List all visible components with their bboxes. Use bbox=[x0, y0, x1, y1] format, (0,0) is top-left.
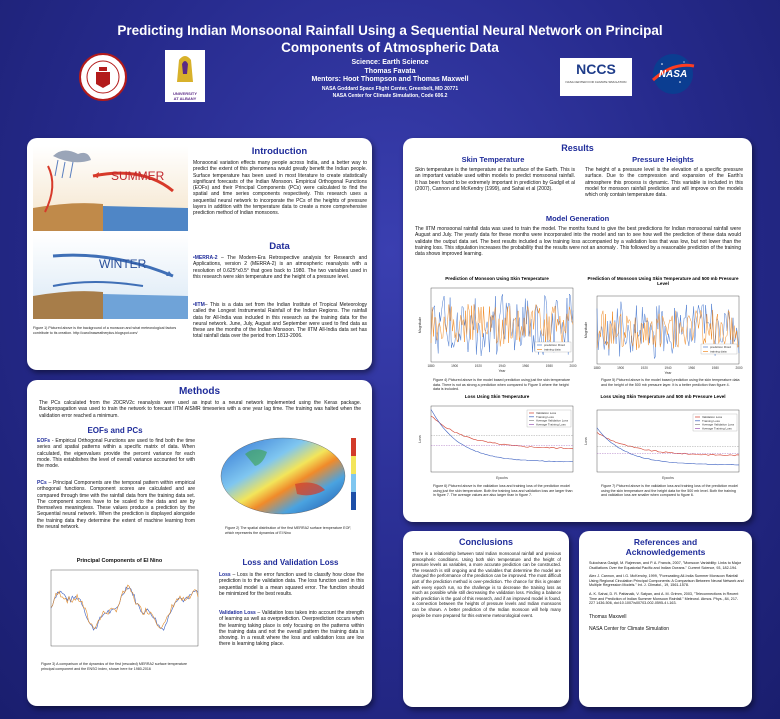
figure1-caption: Figure 1) Pictured above is the background of a monsoon and what meteorological factors contribute to its creation. http://carolinaweatherplus.blogspot.com/ bbox=[33, 326, 177, 335]
author-name: Thomas Favata bbox=[364, 67, 416, 75]
x-tick-label: 1900 bbox=[617, 366, 625, 370]
x-axis-label: Year bbox=[498, 369, 506, 373]
x-tick-label: 1920 bbox=[640, 366, 648, 370]
vloss-label: Validation Loss bbox=[219, 610, 256, 616]
x-tick-label: 1880 bbox=[427, 364, 435, 368]
x-tick-label: 1920 bbox=[474, 364, 482, 368]
loss-text: – Loss is the error function used to classify how close the prediction is to the validation data. The loss function used in this sequential model is a mean squared error. The function should be minimized for the best results. bbox=[219, 572, 364, 597]
loss-skin-chart bbox=[417, 402, 577, 482]
references-heading-line2: Acknowledgements bbox=[625, 547, 706, 557]
references-heading bbox=[579, 537, 752, 557]
figure3-caption: Figure 3) A comparison of the dynamics of the first (rescaled) MERRA2 surface temperature principal component and the ENSO index, shown here for 1980-2016 bbox=[41, 662, 188, 671]
nccs-logo bbox=[560, 58, 632, 96]
title-line-1: Predicting Indian Monsoonal Rainfall Using a Sequential Neural Network on Principal bbox=[117, 23, 663, 38]
loss-skin-pressure-chart bbox=[583, 406, 743, 482]
nasa-meatball-logo bbox=[648, 52, 698, 96]
x-tick-label: 2000 bbox=[569, 364, 577, 368]
pcs-label: PCs bbox=[37, 480, 47, 486]
loss-heading: Loss and Validation Loss bbox=[242, 558, 339, 567]
loss1-title: Loss Using Skin Temperature bbox=[464, 394, 530, 399]
eofs-pcs-heading: EOFs and PCs bbox=[87, 426, 143, 435]
methods-panel bbox=[27, 380, 372, 706]
methods-heading: Methods bbox=[178, 386, 221, 397]
figure6-caption: Figure 6) Pictured above is the validation loss and training loss of the prediction model using just the skin temperature. Both the training loss and validation loss are larger than in figure 7. The average values are also larger than in figure 7. bbox=[433, 484, 573, 498]
reference-3: A. K. Sahai, D. R. Pattanaik, V. Satyan, and A. M. Grimm, 2003, "Teleconnections in Recent Time and Prediction of Indian Summer Monsoon Rainfall." Meteorol. Atmos. Phys., 84, 217-227 1436-506, doi:10.1007/s00703-002-0595-4 L163. bbox=[589, 591, 739, 606]
x-tick-label: 1960 bbox=[688, 366, 696, 370]
figure2-caption: Figure 2) The spatial distribution of the first MERRA2 surface temperature EOF, which represents the dynamics of El Nino bbox=[225, 526, 352, 535]
loss-paragraph bbox=[219, 572, 364, 597]
eofs-label: EOFs bbox=[37, 438, 51, 444]
nccs-logo-text: NCCS bbox=[576, 61, 616, 77]
ack-org: NASA Center for Climate Simulation bbox=[589, 625, 670, 632]
x-tick-label: 1940 bbox=[664, 366, 672, 370]
results-panel bbox=[403, 138, 752, 522]
figure5-caption: Figure 5) Pictured above is the model based prediction using the skin temperature data and the height of the 500 mb pressure layer. It is a better prediction than figure 4. bbox=[601, 378, 740, 387]
nccs-logo-subtext: NASA CENTER FOR CLIMATE SIMULATION bbox=[565, 80, 627, 84]
albany-logo-text-1: UNIVERSITY bbox=[172, 91, 197, 96]
pred1-title: Prediction of Monsoon Using Skin Temperature bbox=[445, 276, 549, 281]
loss-label: Loss bbox=[219, 572, 231, 578]
skin-temp-heading: Skin Temperature bbox=[461, 155, 525, 164]
prediction-skin-chart bbox=[417, 284, 577, 374]
eofs-paragraph bbox=[37, 438, 195, 469]
pc-chart bbox=[37, 566, 202, 656]
model-generation-text: The IITM monsoonal rainfall data was used to train the model. The months found to give the best predictions for Indian monsoonal rainfall were August and July. The yearly data for these months were incorporated into the model and ran to see how well the prediction of these data would validate the output data set. The best results included a low training loss accompanied by a validation loss that was low, but not lower than the training loss. This stipulation increases the probability that the results were not an anomaly . This followed by a reasonable prediction of the training data shows improved learning. bbox=[415, 226, 741, 258]
legend-label-average-validation-loss: Average Validation Loss bbox=[702, 422, 735, 427]
legend-label-average-validation-loss: Average Validation Loss bbox=[536, 418, 569, 423]
vloss-text: – Validation loss takes into account the strength of learning as well as overprediction. Overprediction occurs when the learning taking place is only focusing on the patterns within the training data and not the overall pattern the training data is showing. In a result where the loss and validation loss are low there is learning taking place. bbox=[219, 610, 364, 648]
vloss-paragraph bbox=[219, 610, 364, 648]
figure7-caption: Figure 7) Pictured above is the validation loss and training loss of the prediction model using the skin temperature and the height data for the 500 mb level. Both the training and validation loss are smaller when compared to figure 6. bbox=[601, 484, 739, 498]
science-line: Science: Earth Science bbox=[351, 59, 429, 66]
pcs-paragraph bbox=[37, 480, 195, 530]
iitm-label: •IITM bbox=[193, 302, 205, 308]
y-axis-label: Loss bbox=[584, 437, 588, 445]
x-axis-label: Epochs bbox=[662, 476, 674, 480]
conclusions-text: There is a relationship between total Indian monsoonal rainfall and previous atmospheric conditions. Using both skin temperature and the height of pressure levels as variables, a more accurate prediction can be constructed. The research is still ongoing and the variables that determine the model are changed the performance of the prediction can be improved. The most difficult part of the prediction method is over-prediction. The chance for this is greater with every epoch run, so the challenge is to decrease the training loss as much as possible while still decreasing the validation loss. Finding a balance with prediction is the goal of this research, and if an improved model is found, a connection between the heights of pressure levels and Indian monsoons can be shown. A better prediction of the Indian monsoon will help many people be more prepared for this extreme meteorological event. bbox=[412, 551, 561, 618]
x-tick-label: 1980 bbox=[545, 364, 553, 368]
x-tick-label: 1980 bbox=[711, 366, 719, 370]
pressure-heights-text: The height of a pressure level is the elevation of a specific pressure surface. Due to the compression and expansion of the Earth's atmosphere this process is dynamic. This variable is included in this model for monsoon rainfall prediction and will improve on the models which only contain temperature data. bbox=[585, 167, 743, 199]
pc-chart-title: Principal Components of El Nino bbox=[76, 558, 163, 564]
legend-label-validation-loss: Validation Loss bbox=[702, 415, 723, 419]
intro-data-panel bbox=[27, 138, 372, 370]
prediction-skin-pressure-chart bbox=[583, 292, 743, 376]
reference-2: Alex J. Cannon, and I.G. McKendry, 1999, "Forecasting All-India Summer Monsoon Rainfall Using Regional Circulation Principal Components: A Comparison Between Neural Network and Multiple Regression Models." Int. J. Climatol., 19, 1561-1578. bbox=[589, 574, 744, 588]
x-tick-label: 1940 bbox=[498, 364, 506, 368]
affiliation-2: NASA Center for Climate Simulation, Code 606.2 bbox=[332, 92, 448, 99]
figure4-caption: Figure 4) Pictured above is the model based prediction using just the skin temperature data. There is not as strong a prediction when compared to Figure 5 where the height data is included. bbox=[433, 378, 571, 392]
title-line-2: Components of Atmospheric Data bbox=[281, 40, 499, 55]
references-panel bbox=[579, 531, 752, 707]
winter-label: WINTER bbox=[99, 257, 147, 271]
model-generation-heading: Model Generation bbox=[545, 214, 610, 223]
y-axis-label: Loss bbox=[418, 435, 422, 443]
mentors-line: Mentors: Hoot Thompson and Thomas Maxwell bbox=[311, 76, 469, 83]
methods-intro-text: The PCs calculated from the 20CRV2c reanalysis were used as input to a neural network implemented using the Keras package. Backpropagation was used to train the network to forecast IITM AISMR timeseries with a one year lag time. The training was halted when the validation error reached a minimum. bbox=[39, 400, 361, 419]
monsoon-diagram bbox=[33, 146, 188, 321]
conclusions-panel bbox=[403, 531, 569, 707]
skin-temp-text: Skin temperature is the temperature at the surface of the Earth. This is an important variable used within models to predict monsoonal rainfall. It has been found to be extremely important in prediction by Gadgil et al (2007), Cannon and McKendry (1999), and Sahai et al (2003). bbox=[415, 167, 575, 192]
legend-label-validation-loss: Validation Loss bbox=[536, 411, 557, 415]
merra-paragraph bbox=[193, 255, 367, 280]
conclusions-heading: Conclusions bbox=[458, 537, 513, 547]
x-tick-label: 1880 bbox=[593, 366, 601, 370]
albany-minerva-icon bbox=[165, 50, 205, 86]
pred2-title: Prediction of Monsoon Using Skin Temperature and 500 mb Pressure Level bbox=[587, 276, 739, 286]
reference-1: Sulochana Gadgil, M. Rajeevan, and P. A. Francis, 2007, "Monsoon Variability: Links to Major Oscillations Over the Equatorial Pacific and Indian Oceans." Current Science, 93, 182-194. bbox=[589, 561, 742, 570]
albany-logo-text-2: AT ALBANY bbox=[173, 96, 197, 101]
cornell-seal-logo bbox=[78, 52, 128, 102]
references-heading-line1: References and bbox=[633, 537, 698, 547]
x-axis-label: Year bbox=[664, 371, 672, 375]
albany-logo bbox=[165, 50, 205, 102]
affiliation-1: NASA Goddard Space Flight Center, Greenbelt, MD 20771 bbox=[321, 85, 459, 92]
author-block bbox=[240, 59, 540, 99]
legend-label-training-loss: Training Loss bbox=[702, 418, 720, 423]
merra-label: •MERRA-2 bbox=[193, 255, 218, 261]
pressure-heights-heading: Pressure Heights bbox=[632, 155, 694, 164]
data-heading: Data bbox=[269, 241, 290, 252]
legend-label-training-loss: Training Loss bbox=[536, 414, 554, 419]
x-tick-label: 1900 bbox=[451, 364, 459, 368]
merra-text: – The Modern-Era Retrospective analysis for Research and Applications, version 2 (MERRA-2) is an atmospheric reanalysis with a resolution of 0.625°x0.5° that goes back to 1980. The two variables used in this research were skin temperature and the height of a pressure level. bbox=[193, 255, 367, 280]
pcs-text: – Principal Components are the temporal pattern within empirical orthogonal functions. Component scores are calculated and are compared through time with the rainfall data from the training data set. The component scores have to be scaled to the data and are by themselves meaningless. These values produce a prediction by the Sequential neural network. When the prediction is displayed alongside the training data they determine the extent of machine learning from the neural network. bbox=[37, 480, 195, 531]
x-tick-label: 2000 bbox=[735, 366, 743, 370]
legend-label-prediction: prediction Rnsd bbox=[544, 343, 565, 347]
intro-heading: Introduction bbox=[251, 146, 308, 157]
poster-header bbox=[0, 0, 780, 130]
x-tick-label: 1960 bbox=[522, 364, 530, 368]
intro-text: Monsoonal variation effects many people across India, and a better way to predict the extent of this phenomena would greatly benefit the Indian people. Surface temperature has been used in most literature to create statistically significant forecasts of the Indian Monsoon. Empirical Orthogonal Functions (EOFs) and their Principal Components (PCs) were calculated to find the spatial and time series components respectively. This research uses a sequential neural network to incorporate the PCs of the heights of pressure layers in addition with the temperature data to create a more comprehensive prediction method of Indian monsoons. bbox=[193, 160, 367, 217]
legend-label-average-training-loss: Average Training Loss bbox=[702, 426, 732, 431]
results-heading: Results bbox=[561, 143, 594, 153]
x-axis-label: Epochs bbox=[496, 476, 508, 480]
y-axis-label: Magnitude bbox=[584, 321, 588, 339]
loss2-title: Loss Using Skin Temperature and 500 mb Pressure Level bbox=[600, 394, 726, 399]
legend-label-training: training data bbox=[544, 347, 561, 352]
summer-label: SUMMER bbox=[111, 169, 165, 183]
poster-title bbox=[40, 22, 740, 56]
nasa-logo-text: NASA bbox=[658, 69, 688, 80]
iitm-paragraph bbox=[193, 302, 367, 340]
legend-label-prediction: prediction Rnsd bbox=[710, 345, 731, 349]
iitm-text: – This is a data set from the Indian Institute of Tropical Meteorology called the Longest Instrumental Rainfall of the Indian Regions. The rainfall data for All-India was included in this research as the training data for the neural network. June, July, August and September were used to find data as these are the months of the Indian Monsoon. The IITM All-India data set has total rainfall data over the period from 1813-2006. bbox=[193, 302, 367, 340]
eof-map-figure bbox=[215, 424, 365, 524]
eofs-text: - Empirical Orthogonal Functions are used to find both the time series and spatial patterns within a specific matrix of data. When calculated, the eigenvalues provide the percent variance for each mode. This establishes the level of overall variance accounted for with the mode. bbox=[37, 438, 195, 470]
legend-label-average-training-loss: Average Training Loss bbox=[536, 422, 566, 427]
plot-frame bbox=[51, 570, 198, 646]
y-axis-label: Magnitude bbox=[418, 316, 422, 334]
ack-name: Thomas Maxwell bbox=[589, 613, 627, 620]
legend-label-training: training data bbox=[710, 349, 727, 354]
references-list bbox=[589, 561, 744, 632]
